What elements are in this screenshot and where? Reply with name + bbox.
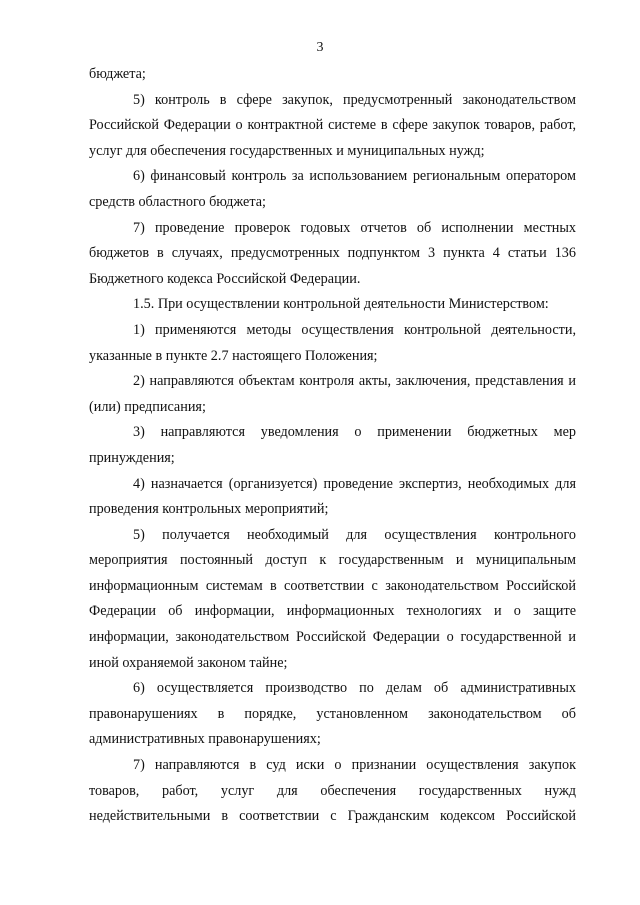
page-number: 3 <box>316 40 324 55</box>
paragraph-item-1-methods: 1) применяются методы осуществления контрольной деятельности, указанные в пункте 2.7 настоящего Положения; <box>89 321 576 364</box>
paragraph-item-7-lawsuits: 7) направляются в суд иски о признании осуществления закупок товаров, работ, услуг для обеспечения государственных нужд недействительными в соответствии с Гражданским кодексом Российской <box>89 757 576 825</box>
paragraph-item-2-acts: 2) направляются объектам контроля акты, заключения, представления и (или) предписания; <box>89 373 576 415</box>
paragraph-item-4-expertise: 4) назначается (организуется) проведение экспертиз, необходимых для проведения контрольных мероприятий; <box>89 475 576 518</box>
document-body <box>89 62 576 830</box>
paragraph-section-1-5: 1.5. При осуществлении контрольной деятельности Министерством: <box>133 296 549 313</box>
paragraph-item-5-access: 5) получается необходимый для осуществления контрольного мероприятия постоянный доступ к государственным и муниципальным информационным системам в соответствии с законодательством Российской Федерации об информации, информационных технологиях и о защите информации, законодательством Российской Федерации о государственной и иной охраняемой законом тайне; <box>89 526 576 671</box>
paragraph-continuation: бюджета; <box>89 66 146 82</box>
paragraph-item-5-procurement-control: 5) контроль в сфере закупок, предусмотренный законодательством Российской Федерации о контрактной системе в сфере закупок товаров, работ, услуг для обеспечения государственных и муниципальных нужд; <box>89 91 576 159</box>
paragraph-item-6-financial-control: 6) финансовый контроль за использованием региональным оператором средств областного бюджета; <box>89 168 576 210</box>
paragraph-item-6-administrative: 6) осуществляется производство по делам об административных правонарушениях в порядке, установленном законодательством об административных правонарушениях; <box>89 680 576 748</box>
paragraph-item-7-annual-reports: 7) проведение проверок годовых отчетов об исполнении местных бюджетов в случаях, предусмотренных подпунктом 3 пункта 4 статьи 136 Бюджетного кодекса Российской Федерации. <box>89 219 576 287</box>
paragraph-item-3-notifications: 3) направляются уведомления о применении бюджетных мер принуждения; <box>89 424 576 466</box>
